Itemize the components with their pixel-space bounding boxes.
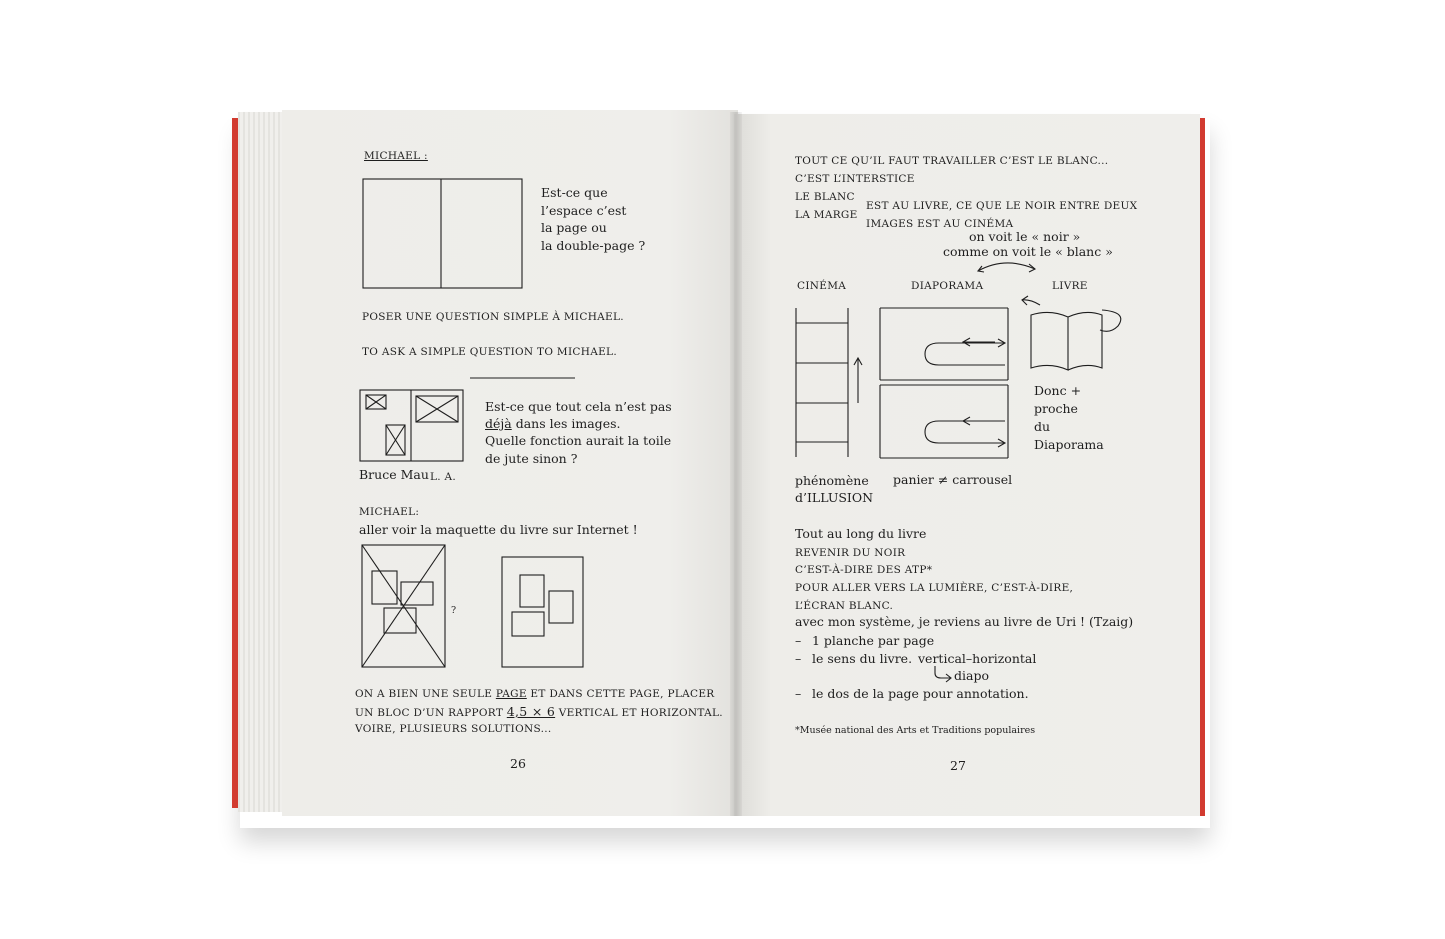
dash-2: – <box>795 651 802 666</box>
revenir-line: REVENIR DU NOIR <box>795 547 906 559</box>
bottom-line-1-b: ET DANS CETTE PAGE, PLACER <box>526 688 715 700</box>
poser-line: POSER UNE QUESTION SIMPLE À MICHAEL. <box>362 311 624 323</box>
le-blanc-label: LE BLANC <box>795 191 855 203</box>
livre-label: LIVRE <box>1052 280 1088 292</box>
question-line-4: la double-page ? <box>541 238 646 253</box>
diaporama-label: DIAPORAMA <box>911 280 984 292</box>
page-number-right: 27 <box>950 758 966 773</box>
bottom-line-1-a: ON A BIEN UNE SEULE <box>355 688 496 700</box>
to-ask-line: TO ASK A SIMPLE QUESTION TO MICHAEL. <box>362 346 617 358</box>
comme-line: comme on voit le « blanc » <box>943 244 1113 259</box>
dash-1: – <box>795 633 802 648</box>
right-line-1: TOUT CE QU’IL FAUT TRAVAILLER C’EST LE BLANC... <box>795 155 1109 167</box>
footnote: *Musée national des Arts et Traditions populaires <box>795 725 1036 736</box>
bent-arrow <box>935 666 950 678</box>
question-line-1: Est-ce que <box>541 185 608 200</box>
question-line-3: la page ou <box>541 220 607 235</box>
cinema-label: CINÉMA <box>797 280 847 292</box>
michael-heading: MICHAEL : <box>364 150 428 162</box>
cinema-ladder-sketch <box>796 308 862 457</box>
page-number-left: 26 <box>510 756 526 771</box>
donc-line-2: proche <box>1034 401 1078 416</box>
question-mark: ? <box>451 605 457 616</box>
illusion-label: d’ILLUSION <box>795 490 874 505</box>
est-ce-line-3: Quelle fonction aurait la toile <box>485 433 672 448</box>
aller-voir-line: aller voir la maquette du livre sur Internet ! <box>359 522 638 537</box>
la-label: L. A. <box>430 471 457 483</box>
right-line-2: C’EST L’INTERSTICE <box>795 173 915 185</box>
pour-aller-line: POUR ALLER VERS LA LUMIÈRE, C’EST-À-DIRE, <box>795 582 1074 594</box>
donc-line-4: Diaporama <box>1034 437 1104 452</box>
panier-label: panier ≠ carrousel <box>893 472 1013 487</box>
est-ce-line-2-rest: dans les images. <box>511 416 621 431</box>
question-line-2: l’espace c’est <box>541 203 627 218</box>
bruce-mau-label: Bruce Mau <box>359 467 429 482</box>
on-voit-line: on voit le « noir » <box>969 229 1081 244</box>
bruce-mau-layout-sketch <box>360 390 463 461</box>
est-au-line: EST AU LIVRE, CE QUE LE NOIR ENTRE DEUX <box>866 200 1138 212</box>
la-marge-label: LA MARGE <box>795 209 858 221</box>
livre-book-sketch <box>1022 296 1121 370</box>
diapo-label: diapo <box>954 668 989 683</box>
diaporama-sketch <box>880 308 1008 458</box>
phenomene-label: phénomène <box>795 473 869 488</box>
donc-line-3: du <box>1034 419 1051 434</box>
curved-double-arrow <box>978 263 1035 271</box>
list-item-1: 1 planche par page <box>812 633 935 648</box>
vertical-horizontal-label: vertical–horizontal <box>918 651 1037 666</box>
images-line: IMAGES EST AU CINÉMA <box>866 218 1014 230</box>
page-word: PAGE <box>495 688 527 700</box>
est-ce-line-4: de jute sinon ? <box>485 451 578 466</box>
list-item-2: le sens du livre. <box>812 651 913 666</box>
donc-line-1: Donc + <box>1034 383 1082 398</box>
ecran-line: L’ÉCRAN BLANC. <box>795 600 894 612</box>
ratio-value: 4,5 × 6 <box>506 704 556 719</box>
tout-au-long-line: Tout au long du livre <box>795 526 927 541</box>
bottom-line-2-b: VERTICAL ET HORIZONTAL. <box>555 707 723 719</box>
crossed-layout-sketch <box>362 545 445 667</box>
alternative-layout-sketch <box>502 557 583 667</box>
cest-a-dire-line: C’EST-À-DIRE DES ATP* <box>795 564 933 576</box>
michael-heading-2: MICHAEL: <box>359 506 420 518</box>
avec-line: avec mon système, je reviens au livre de Uri ! (Tzaig) <box>795 614 1134 629</box>
deja-word: déjà <box>485 416 512 431</box>
list-item-3: le dos de la page pour annotation. <box>812 686 1029 701</box>
est-ce-line-1: Est-ce que tout cela n’est pas <box>485 399 672 414</box>
double-page-sketch <box>363 179 522 288</box>
bottom-line-2-a: UN BLOC D’UN RAPPORT <box>355 707 507 719</box>
dash-3: – <box>795 686 802 701</box>
bottom-line-3: VOIRE, PLUSIEURS SOLUTIONS... <box>355 723 552 735</box>
